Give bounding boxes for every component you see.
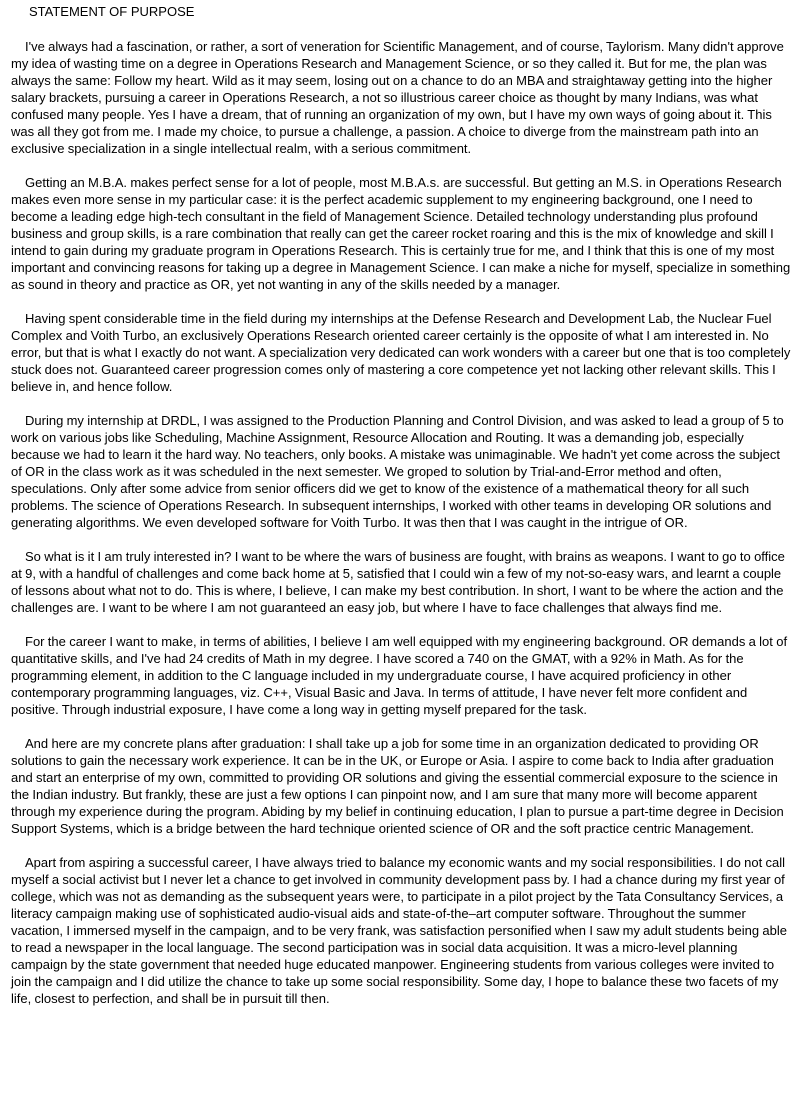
document-body bbox=[11, 38, 792, 1007]
paragraph-8: Apart from aspiring a successful career, I have always tried to balance my economic wants and my social responsibilities. I do not call myself a social activist but I never let a chance to get involved in community development pass by. I had a chance during my first year of college, which was not as demanding as the subsequent years were, to participate in a pilot project by the Tata Consultancy Services, a literacy campaign making use of sophisticated audio-visual aids and state-of-the–art computer software. Throughout the summer vacation, I immersed myself in the campaign, and to be very frank, was satisfaction personified when I saw my adult students being able to read a newspaper in the local language. The second participation was in social data acquisition. It was a micro-level planning campaign by the state government that needed huge educated manpower. Engineering students from various colleges were invited to join the campaign and I did utilize the chance to take up some social responsibility. Some day, I hope to balance these two facets of my life, closest to perfection, and shall be in pursuit till then. bbox=[11, 855, 787, 1006]
paragraph-6: For the career I want to make, in terms of abilities, I believe I am well equipped with my engineering background. OR demands a lot of quantitative skills, and I've had 24 credits of Math in my degree. I have scored a 740 on the GMAT, with a 92% in Math. As for the programming element, in addition to the C language included in my undergraduate course, I have acquired proficiency in other contemporary programming languages, viz. C++, Visual Basic and Java. In terms of attitude, I have never felt more confident and positive. Through industrial exposure, I have come a long way in getting myself prepared for the task. bbox=[11, 634, 788, 717]
paragraph-2: Getting an M.B.A. makes perfect sense for a lot of people, most M.B.A.s. are successful. But getting an M.S. in Operations Research makes even more sense in my particular case: it is the perfect academic supplement to my engineering background, one I need to become a leading edge high-tech consultant in the field of Management Science. Detailed technology understanding plus profound business and group skills, is a rare combination that really can get the career rocket roaring and this is the mix of knowledge and skill I intend to gain during my graduate program in Operations Research. This is certainly true for me, and I think that this is one of my most important and convincing reasons for taking up a degree in Management Science. I can make a niche for myself, specialize in something as sound in theory and practice as OR, yet not wanting in any of the skills needed by a manager. bbox=[11, 175, 791, 292]
paragraph-7: And here are my concrete plans after graduation: I shall take up a job for some time in an organization dedicated to providing OR solutions to gain the necessary work experience. It can be in the UK, or Europe or Asia. I aspire to come back to India after graduation and start an enterprise of my own, committed to providing OR solutions and giving the essential commercial exposure to the science in the Indian industry. But frankly, these are just a few options I can pinpoint now, and I am sure that many more will become apparent through my experience during the program. Abiding by my belief in continuing education, I plan to pursue a part-time degree in Decision Support Systems, which is a bridge between the hard technique oriented science of OR and the soft practice centric Management. bbox=[11, 736, 784, 836]
paragraph-5: So what is it I am truly interested in? I want to be where the wars of business are fought, with brains as weapons. I want to go to office at 9, with a handful of challenges and come back home at 5, satisfied that I could win a few of my not-so-easy wars, and learnt a couple of lessons about what not to do. This is where, I believe, I can make my best contribution. In short, I want to be where the action and the challenges are. I want to be where I am not guaranteed an easy job, but where I have to face challenges that always find me. bbox=[11, 549, 785, 615]
paragraph-1: I've always had a fascination, or rather, a sort of veneration for Scientific Management, and of course, Taylorism. Many didn't approve my idea of wasting time on a degree in Operations Research and Management Science, or so they called it. But for me, the plan was always the same: Follow my heart. Wild as it may seem, losing out on a chance to do an MBA and straightaway getting into the higher salary brackets, pursuing a career in Operations Research, a not so illustrious career choice as thought by many Indians, was what confused many people. Yes I have a dream, that of running an organization of my own, but I have my own ways of going about it. This was all they got from me. I made my choice, to pursue a challenge, a passion. A choice to diverge from the mainstream path into an exclusive specialization in a single intellectual realm, with a serious commitment. bbox=[11, 39, 784, 156]
document-title: STATEMENT OF PURPOSE bbox=[29, 4, 195, 19]
paragraph-4: During my internship at DRDL, I was assigned to the Production Planning and Control Division, and was asked to lead a group of 5 to work on various jobs like Scheduling, Machine Assignment, Resource Allocation and Routing. It was a demanding job, especially because we had to learn it the hard way. No teachers, only books. A mistake was unimaginable. We hadn't yet come across the subject of OR in the class work as it was scheduled in the next semester. We groped to solution by Trial-and-Error method and often, speculations. Only after some advice from senior officers did we get to know of the existence of a mathematical theory for all such problems. The science of Operations Research. In subsequent internships, I worked with other teams in developing OR solutions and generating algorithms. We even developed software for Voith Turbo. It was then that I was caught in the intrigue of OR. bbox=[11, 413, 784, 530]
paragraph-3: Having spent considerable time in the field during my internships at the Defense Research and Development Lab, the Nuclear Fuel Complex and Voith Turbo, an exclusively Operations Research oriented career certainly is the opposite of what I am interested in. No error, but that is what I exactly do not want. A specialization very dedicated can work wonders with a career but one that is too completely stuck does not. Guaranteed career progression comes only of mastering a core competence yet not lacking other relevant skills. This I believe in, and hence follow. bbox=[11, 311, 791, 394]
